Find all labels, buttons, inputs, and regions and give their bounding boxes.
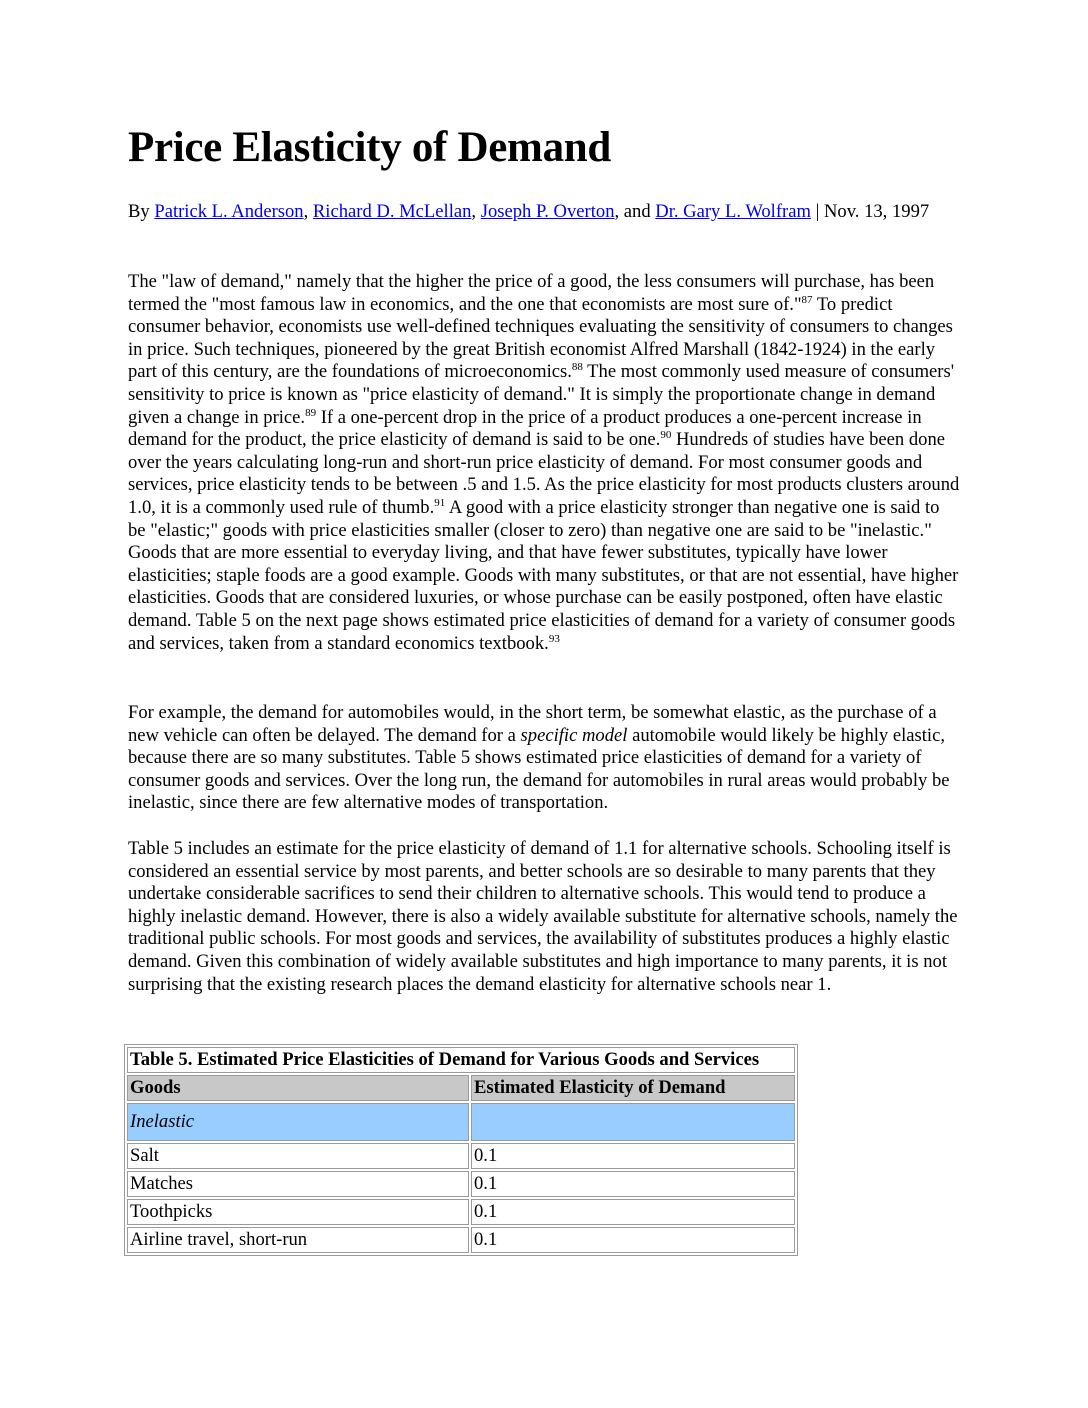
byline-separator: , [303,201,313,222]
footnote-ref[interactable]: 93 [548,632,560,645]
table-cell-goods: Salt [127,1143,469,1169]
footnote-ref[interactable]: 91 [434,496,446,509]
paragraph-text: A good with a price elasticity stronger than negative one is said to be "elastic;" goods with price elasticities smaller (closer to zero) than negative one are said to be "inelastic." Goods that are more essential to everyday living, and that have fewer substitutes, typically have lower elasticities; staple foods are a good example. Goods with many substitutes, or that are not essential, have higher elasticities. Goods that are considered luxuries, or whose purchase can be easily postponed, often have elastic demand. Table 5 on the next page shows estimated price elasticities of demand for a variety of consumer goods and services, taken from a standard economics textbook. [128,496,959,654]
column-header-elasticity: Estimated Elasticity of Demand [471,1075,795,1101]
paragraph-alternative-schools: Table 5 includes an estimate for the price elasticity of demand of 1.1 for alternative schools. Schooling itself is considered an essential service by most parents, and better schools are so desirable to many parents that they undertake considerable sacrifices to send their children to alternative schools. This would tend to produce a highly inelastic demand. However, there is also a widely available substitute for alternative schools, namely the traditional public schools. For most goods and services, the availability of substitutes produces a highly elastic demand. Given this combination of widely available substitutes and high importance to many parents, it is not surprising that the existing research places the demand elasticity for alternative schools near 1. [128,838,958,995]
table-cell-goods: Matches [127,1171,469,1197]
table-cell-elasticity: 0.1 [471,1227,795,1253]
byline [128,201,960,224]
column-header-goods: Goods [127,1075,469,1101]
table-row [127,1227,795,1253]
paragraph-text: To predict consumer behavior, economists use well-defined techniques evaluating the sensitivity of consumers to changes in price. Such techniques, pioneered by the great British economist Alfred Marshall (1842-1924) in the early part of this century, are the foundations of microeconomics. [128,293,953,383]
page-title: Price Elasticity of Demand [128,124,612,171]
footnote-ref[interactable]: 89 [305,406,317,419]
paragraph-text: automobile would likely be highly elastic, because there are so many substitutes. Table 5 shows estimated price elasticities of demand for a variety of consumer goods and services. Over the long run, the demand for automobiles in rural areas would probably be inelastic, since there are few alternative modes of transportation. [128,724,950,814]
byline-date: | Nov. 13, 1997 [810,201,930,222]
byline-by: By [128,201,155,222]
table-caption: Table 5. Estimated Price Elasticities of Demand for Various Goods and Services [127,1047,795,1073]
table-cell-elasticity: 0.1 [471,1171,795,1197]
byline-separator: , [471,201,481,222]
table-cell-goods: Airline travel, short-run [127,1227,469,1253]
emphasis-text: specific model [520,724,628,746]
table-row [127,1143,795,1169]
author-link-mclellan[interactable]: Richard D. McLellan [312,201,472,222]
category-empty-cell [471,1103,795,1141]
table-cell-elasticity: 0.1 [471,1199,795,1225]
table-cell-goods: Toothpicks [127,1199,469,1225]
paragraph-text: If a one-percent drop in the price of a product produces a one-percent increase in demand for the product, the price elasticity of demand is said to be one. [128,406,922,451]
paragraph-automobiles [128,702,960,815]
table-cell-elasticity: 0.1 [471,1143,795,1169]
author-link-anderson[interactable]: Patrick L. Anderson [154,201,304,222]
paragraph-text: The "law of demand," namely that the higher the price of a good, the less consumers will purchase, has been termed the "most famous law in economics, and the one that economists are most sure of." [128,271,935,315]
table-category-row [127,1103,795,1141]
footnote-ref[interactable]: 87 [801,293,813,306]
byline-separator: , and [614,201,656,222]
elasticity-table [124,1044,798,1256]
paragraph-law-of-demand [128,271,960,655]
table-row [127,1171,795,1197]
table-caption-row [127,1047,795,1073]
table-header-row [127,1075,795,1101]
footnote-ref[interactable]: 88 [571,361,583,374]
category-label: Inelastic [127,1103,469,1141]
paragraph-text: Hundreds of studies have been done over the years calculating long-run and short-run price elasticity of demand. For most consumer goods and services, price elasticity tends to be between .5 and 1.5. As the price elasticity for most products clusters around 1.0, it is a commonly used rule of thumb. [128,429,960,518]
paragraph-text: The most commonly used measure of consumers' sensitivity to price is known as "price elasticity of demand." It is simply the proportionate change in demand given a change in price. [128,361,955,428]
author-link-wolfram[interactable]: Dr. Gary L. Wolfram [655,201,811,222]
paragraph-text: For example, the demand for automobiles would, in the short term, be somewhat elastic, as the purchase of a new vehicle can often be delayed. The demand for a [128,702,937,746]
author-link-overton[interactable]: Joseph P. Overton [480,201,615,222]
table-row [127,1199,795,1225]
footnote-ref[interactable]: 90 [660,429,672,442]
